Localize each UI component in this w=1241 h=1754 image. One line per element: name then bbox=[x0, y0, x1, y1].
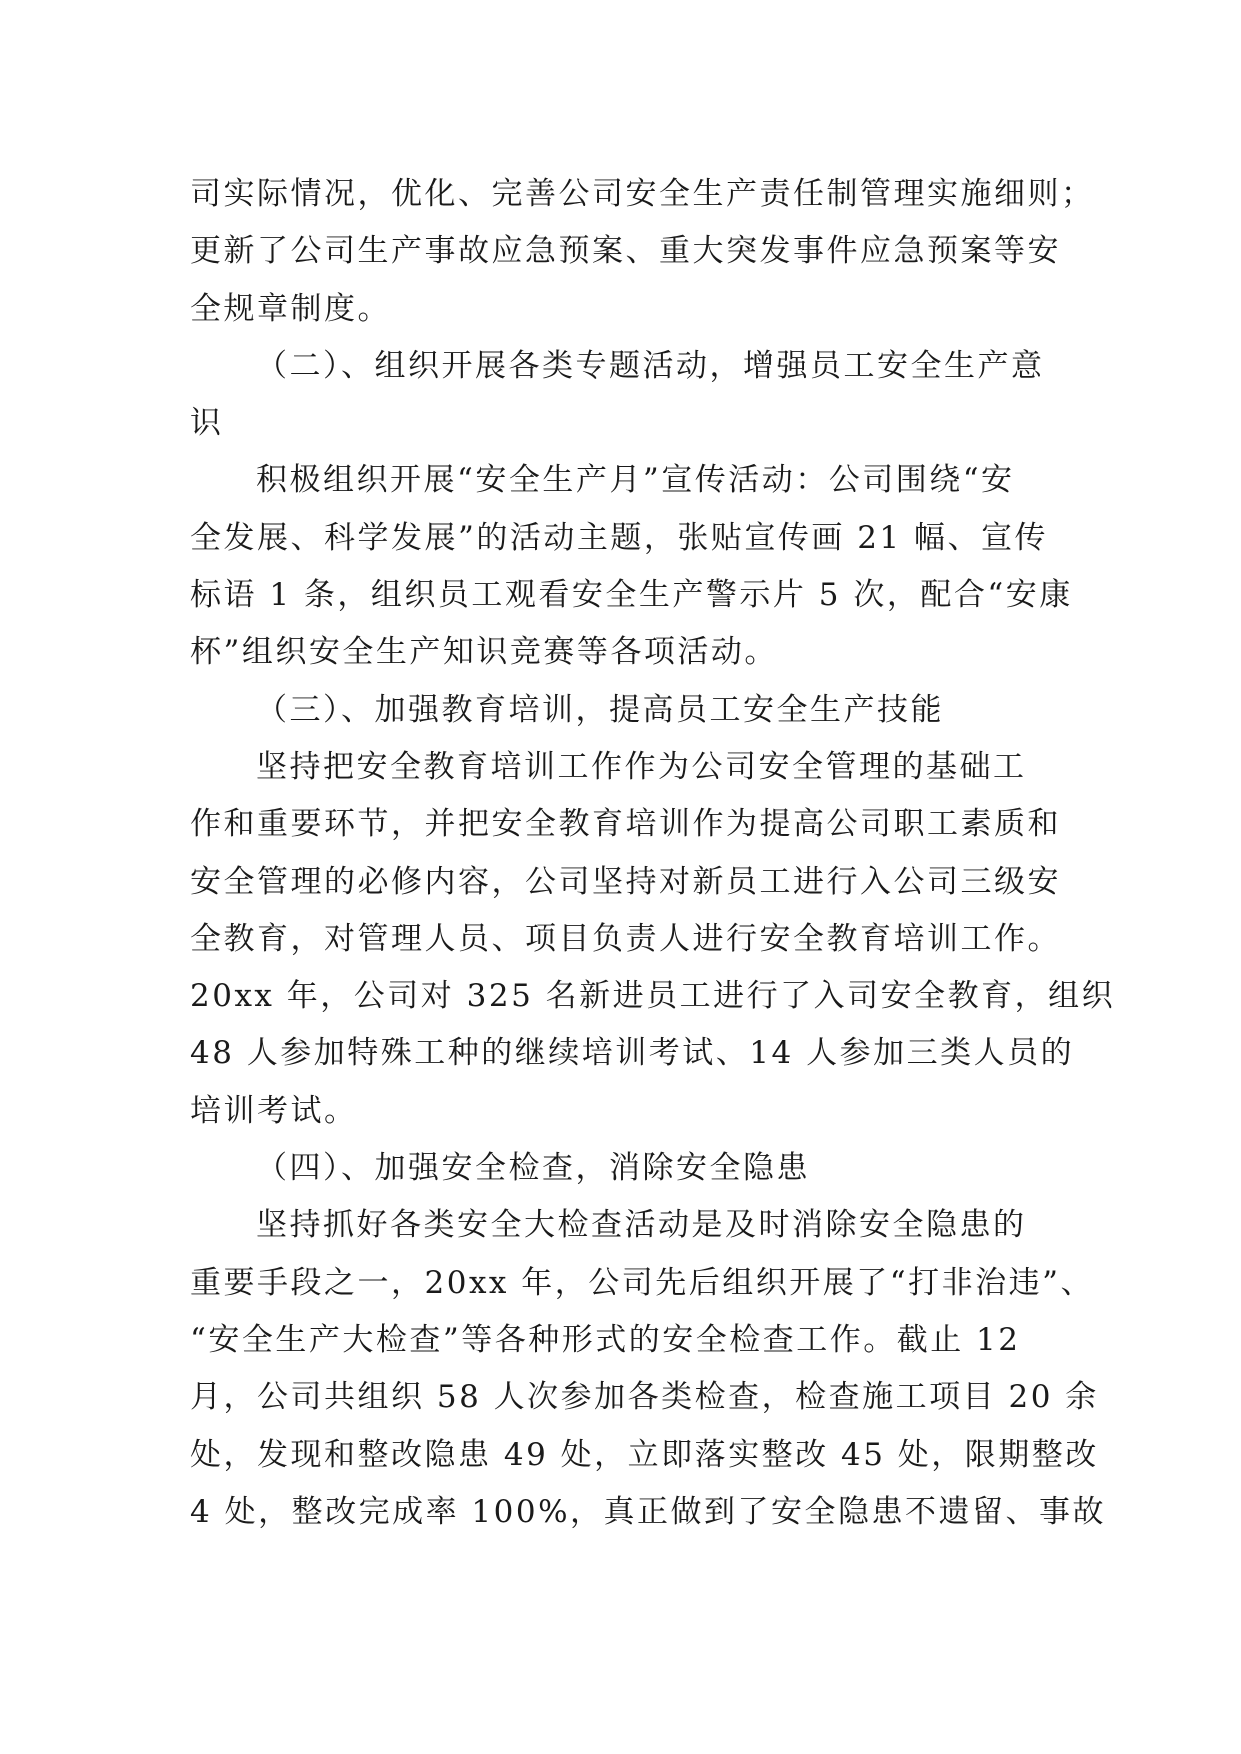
text-line: 作和重要环节，并把安全教育培训作为提高公司职工素质和 bbox=[190, 806, 1061, 843]
text-line: 杯”组织安全生产知识竞赛等各项活动。 bbox=[190, 634, 778, 671]
section-heading: （四）、加强安全检查，消除安全隐患 bbox=[256, 1150, 810, 1187]
text-line: 48 人参加特殊工种的继续培训考试、14 人参加三类人员的 bbox=[190, 1035, 1075, 1072]
paragraph-start: 积极组织开展“安全生产月”宣传活动：公司围绕“安 bbox=[256, 462, 1015, 499]
section-heading: （二）、组织开展各类专题活动，增强员工安全生产意 bbox=[256, 347, 1045, 384]
text-line: 更新了公司生产事故应急预案、重大突发事件应急预案等安 bbox=[190, 233, 1061, 270]
text-line: 4 处，整改完成率 100%，真正做到了安全隐患不遗留、事故 bbox=[190, 1493, 1107, 1530]
text-line: 安全管理的必修内容，公司坚持对新员工进行入公司三级安 bbox=[190, 863, 1061, 900]
section-heading-continued: 识 bbox=[190, 405, 224, 442]
text-line: 重要手段之一，20xx 年，公司先后组织开展了“打非治违”、 bbox=[190, 1264, 1094, 1301]
text-line: “安全生产大检查”等各种形式的安全检查工作。截止 12 bbox=[190, 1321, 1021, 1358]
text-line: 20xx 年，公司对 325 名新进员工进行了入司安全教育，组织 bbox=[190, 978, 1116, 1015]
section-heading: （三）、加强教育培训，提高员工安全生产技能 bbox=[256, 691, 944, 728]
text-line: 处，发现和整改隐患 49 处，立即落实整改 45 处，限期整改 bbox=[190, 1436, 1099, 1473]
text-line: 全规章制度。 bbox=[190, 290, 391, 327]
text-line: 司实际情况，优化、完善公司安全生产责任制管理实施细则； bbox=[190, 176, 1095, 212]
paragraph-start: 坚持把安全教育培训工作作为公司安全管理的基础工 bbox=[256, 748, 1027, 785]
text-line: 全教育，对管理人员、项目负责人进行安全教育培训工作。 bbox=[190, 920, 1061, 957]
paragraph-start: 坚持抓好各类安全大检查活动是及时消除安全隐患的 bbox=[256, 1207, 1027, 1244]
document-body bbox=[190, 166, 1116, 1541]
text-line: 培训考试。 bbox=[190, 1092, 358, 1129]
text-line: 全发展、科学发展”的活动主题，张贴宣传画 21 幅、宣传 bbox=[190, 519, 1048, 556]
text-line: 标语 1 条，组织员工观看安全生产警示片 5 次，配合“安康 bbox=[190, 577, 1073, 614]
text-line: 月，公司共组织 58 人次参加各类检查，检查施工项目 20 余 bbox=[190, 1379, 1099, 1416]
